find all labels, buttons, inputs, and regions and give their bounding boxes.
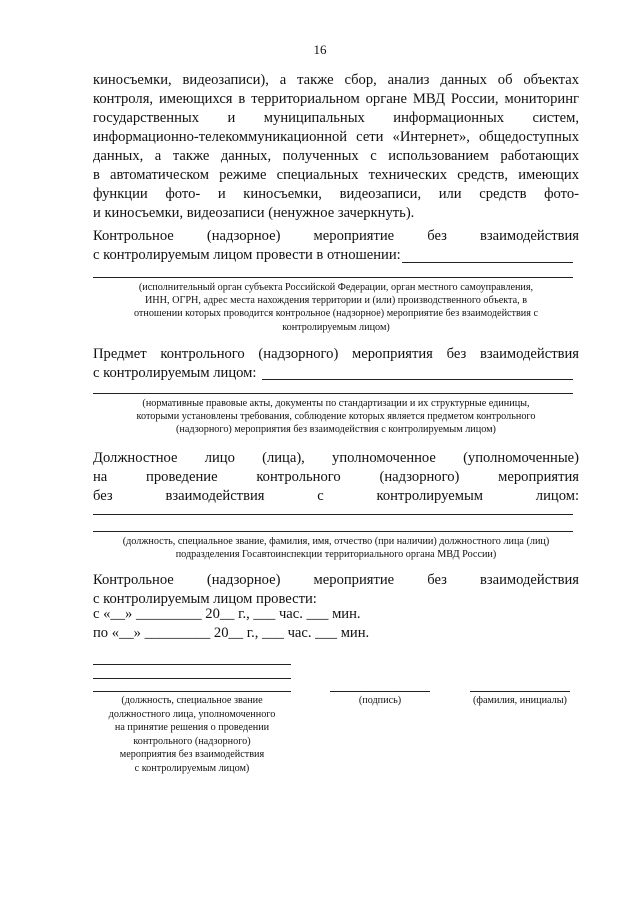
note-line: (нормативные правовые акты, документы по стандартизации и их структурные единицы, <box>142 398 530 409</box>
topic-line: с контролируемым лицом: <box>93 365 257 381</box>
official-line: Должностное лицо (лица), уполномоченное (уполномоченные) <box>93 450 579 466</box>
note-line: ИНН, ОГРН, адрес места нахождения территории и (или) производственного объекта, в <box>144 295 528 307</box>
official-paragraph <box>93 449 579 506</box>
official-line: на проведение контрольного (надзорного) мероприятия <box>93 469 579 485</box>
period-line: Контрольное (надзорное) мероприятие без взаимодействия <box>93 572 579 588</box>
official-note <box>93 535 579 561</box>
note-line: подразделения Госавтоинспекции территориального органа МВД России) <box>175 549 497 561</box>
period-from: с «__» _________ 20__ г., ___ час. ___ мин. <box>93 606 361 622</box>
topic-fill-line[interactable] <box>262 379 573 380</box>
intro-line: государственных и муниципальных информационных систем, <box>93 110 579 126</box>
name-label: (фамилия, инициалы) <box>473 695 567 706</box>
note-line: должностного лица, уполномоченного <box>108 708 276 720</box>
note-line: мероприятия без взаимодействия <box>119 749 265 760</box>
period-paragraph <box>93 571 579 609</box>
note-line: отношении которых проводится контрольное (надзорное) мероприятие без взаимодействия с <box>133 308 539 320</box>
subject-fill-line-2[interactable] <box>93 277 573 278</box>
position-fill-line-3[interactable] <box>93 691 291 692</box>
intro-line: и киносъемки, видеозаписи (ненужное зачеркнуть). <box>93 205 415 221</box>
note-line: с контролируемым лицом) <box>134 762 250 774</box>
intro-line: контроля, имеющихся в территориальном органе МВД России, мониторинг <box>93 91 579 107</box>
note-line: которыми установлены требования, соблюдение которых является предметом контрольного <box>136 411 536 423</box>
note-line: (должность, специальное звание <box>121 695 263 706</box>
period-line: с контролируемым лицом провести: <box>93 591 317 607</box>
subject-paragraph <box>93 227 579 265</box>
note-line: (исполнительный орган субъекта Российской Федерации, орган местного самоуправления, <box>138 282 534 293</box>
intro-line: киносъемки, видеозаписи), а также сбор, анализ данных об объектах <box>93 72 579 88</box>
position-fill-line-2[interactable] <box>93 678 291 679</box>
note-line: на принятие решения о проведении <box>114 722 270 733</box>
official-line: без взаимодействия с контролируемым лицом: <box>93 488 579 504</box>
note-line: (должность, специальное звание, фамилия, имя, отчество (при наличии) должностного лица (лиц) <box>122 536 550 547</box>
topic-note <box>93 397 579 437</box>
intro-line: данных, а также данных, полученных с использованием работающих <box>93 148 579 164</box>
topic-paragraph <box>93 345 579 383</box>
period-to: по «__» _________ 20__ г., ___ час. ___ мин. <box>93 625 370 641</box>
subject-line: Контрольное (надзорное) мероприятие без взаимодействия <box>93 228 579 244</box>
page-number: 16 <box>313 42 327 57</box>
topic-fill-line-2[interactable] <box>93 393 573 394</box>
subject-fill-line[interactable] <box>402 262 573 263</box>
signature-fill-line[interactable] <box>330 691 430 692</box>
position-note <box>83 694 301 775</box>
intro-line: функции фото- и киносъемки, видеозаписи, или средств фото- <box>93 186 579 202</box>
position-fill-line[interactable] <box>93 664 291 665</box>
note-line: (надзорного) мероприятия без взаимодействия с контролируемым лицом) <box>176 424 496 436</box>
official-fill-line[interactable] <box>93 514 573 515</box>
subject-note <box>93 281 579 334</box>
intro-line: информационно-телекоммуникационной сети «Интернет», общедоступных <box>93 129 579 145</box>
subject-line: с контролируемым лицом провести в отношении: <box>93 247 401 263</box>
note-line: контролируемым лицом) <box>282 321 390 333</box>
official-fill-line-2[interactable] <box>93 531 573 532</box>
intro-line: в автоматическом режиме специальных технических средств, имеющих <box>93 167 579 183</box>
topic-line: Предмет контрольного (надзорного) мероприятия без взаимодействия <box>93 346 579 362</box>
signature-label: (подпись) <box>358 695 402 706</box>
name-fill-line[interactable] <box>470 691 570 692</box>
note-line: контрольного (надзорного) <box>133 735 251 747</box>
intro-paragraph <box>93 71 579 223</box>
